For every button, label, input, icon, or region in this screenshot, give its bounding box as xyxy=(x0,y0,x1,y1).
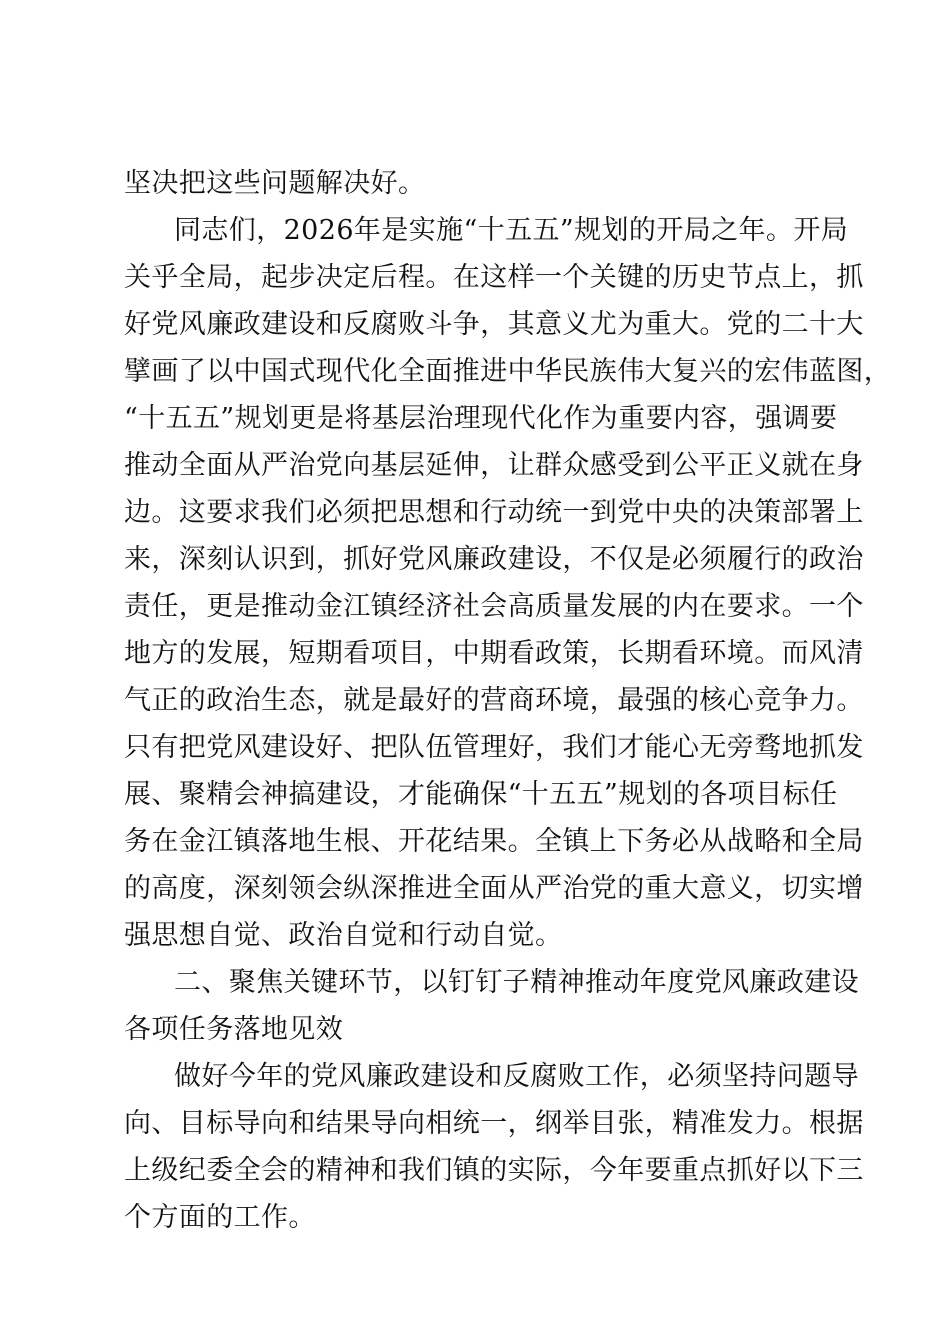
text-line: 强思想自觉、政治自觉和行动自觉。 xyxy=(124,920,563,951)
text-line: 推动全面从严治党向基层延伸，让群众感受到公平正义就在身 xyxy=(124,450,864,481)
text-line: 只有把党风建设好、把队伍管理好，我们才能心无旁骛地抓发 xyxy=(124,732,864,763)
section-heading-line: 各项任务落地见效 xyxy=(124,1014,344,1045)
text-line: 务在金江镇落地生根、开花结果。全镇上下务必从战略和全局 xyxy=(124,826,864,857)
text-line: 边。这要求我们必须把思想和行动统一到党中央的决策部署上 xyxy=(124,497,864,528)
text-line: 上级纪委全会的精神和我们镇的实际，今年要重点抓好以下三 xyxy=(124,1155,864,1186)
text-line: 个方面的工作。 xyxy=(124,1202,316,1233)
section-heading-line: 二、聚焦关键环节，以钉钉子精神推动年度党风廉政建设 xyxy=(174,967,859,998)
text-line: 擘画了以中国式现代化全面推进中华民族伟大复兴的宏伟蓝图， xyxy=(124,356,892,387)
text-line: 展、聚精会神搞建设，才能确保“十五五”规划的各项目标任 xyxy=(124,779,838,810)
text-line: 责任，更是推动金江镇经济社会高质量发展的内在要求。一个 xyxy=(124,591,864,622)
text-line: 的高度，深刻领会纵深推进全面从严治党的重大意义，切实增 xyxy=(124,873,864,904)
text-line: 地方的发展，短期看项目，中期看政策，长期看环境。而风清 xyxy=(124,638,864,669)
text-line: 好党风廉政建设和反腐败斗争，其意义尤为重大。党的二十大 xyxy=(124,309,864,340)
text-line: 向、目标导向和结果导向相统一，纲举目张，精准发力。根据 xyxy=(124,1108,864,1139)
paragraph-first-line: 做好今年的党风廉政建设和反腐败工作，必须坚持问题导 xyxy=(174,1061,859,1092)
text-line: 气正的政治生态，就是最好的营商环境，最强的核心竞争力。 xyxy=(124,685,864,716)
text-line: 坚决把这些问题解决好。 xyxy=(124,168,426,199)
text-line: “十五五”规划更是将基层治理现代化作为重要内容，强调要 xyxy=(124,403,838,434)
paragraph-first-line: 同志们，2026年是实施“十五五”规划的开局之年。开局 xyxy=(174,215,849,246)
text-line: 来，深刻认识到，抓好党风廉政建设，不仅是必须履行的政治 xyxy=(124,544,864,575)
text-line: 关乎全局，起步决定后程。在这样一个关键的历史节点上，抓 xyxy=(124,262,864,293)
document-body xyxy=(124,160,892,1241)
